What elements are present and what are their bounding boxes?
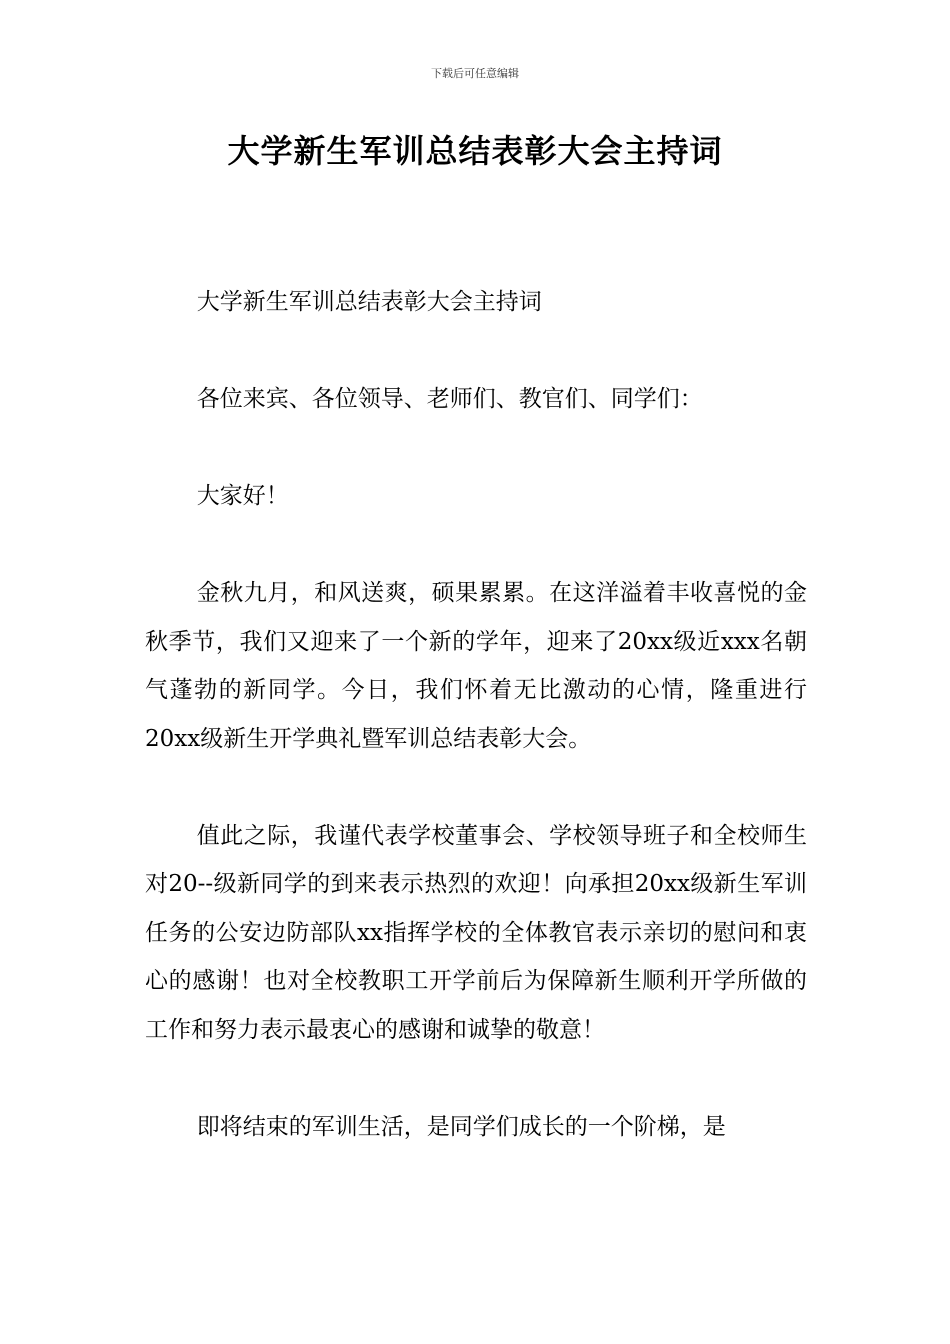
- paragraph-greeting: 大家好！: [196, 483, 289, 509]
- paragraph-training: 即将结束的军训生活，是同学们成长的一个阶梯，是: [196, 1113, 726, 1140]
- paragraph-welcome: 值此之际，我谨代表学校董事会、学校领导班子和全校师生对20--级新同学的到来表示热烈的欢迎！向承担20xx级新生军训任务的公安边防部队xx指挥学校的全体教官表示亲切的慰问和衷心的感谢！也对全校教职工开学前后为保障新生顺利开学所做的工作和努力表示最衷心的感谢和诚挚的敬意！: [145, 822, 807, 1043]
- paragraph-salutation: 各位来宾、各位领导、老师们、教官们、同学们：: [196, 386, 703, 412]
- paragraph-opening: 金秋九月，和风送爽，硕果累累。在这洋溢着丰收喜悦的金秋季节，我们又迎来了一个新的学年，迎来了20xx级近xxx名朝气蓬勃的新同学。今日，我们怀着无比激动的心情，隆重进行20xx级新生开学典礼暨军训总结表彰大会。: [145, 580, 807, 752]
- header-note: 下载后可任意编辑: [431, 67, 519, 80]
- document-body: [145, 278, 807, 1200]
- paragraph-subtitle: 大学新生军训总结表彰大会主持词: [196, 289, 542, 315]
- document-title: 大学新生军训总结表彰大会主持词: [227, 132, 723, 170]
